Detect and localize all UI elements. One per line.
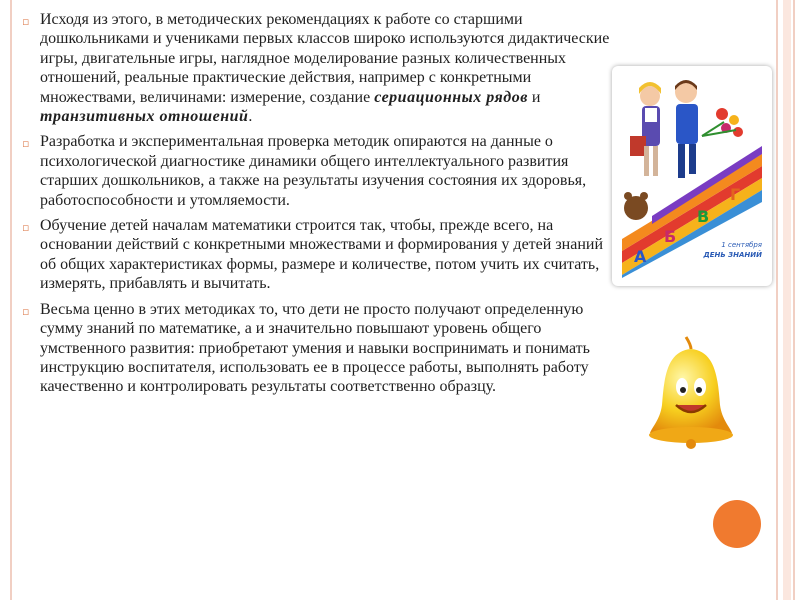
paragraph-1-connector: и <box>527 88 541 106</box>
paragraph-1-end: . <box>248 108 253 126</box>
caption-title: ДЕНЬ ЗНАНИЙ <box>703 251 762 259</box>
bell-icon <box>646 335 736 450</box>
right-border-band <box>783 0 791 600</box>
svg-text:А: А <box>634 247 647 266</box>
list-item <box>22 216 612 294</box>
card-caption <box>682 240 762 260</box>
decorative-dot <box>713 500 761 548</box>
paragraph-3: Обучение детей началам математики строится так, чтобы, прежде всего, на основании действий с конкретными множествами и формирования у детей знаний об общих характеристиках формы, размере и количестве, потом учить их считать, измерять, прибавлять и вычитать. <box>40 217 603 293</box>
square-bullet-icon: ▫ <box>22 137 30 151</box>
list-item <box>22 300 612 397</box>
caption-date: 1 сентября <box>721 241 762 249</box>
list-item <box>22 132 612 210</box>
text-content <box>22 10 612 403</box>
square-bullet-icon: ▫ <box>22 15 30 28</box>
right-border-line <box>776 0 778 600</box>
square-bullet-icon: ▫ <box>22 304 30 318</box>
paragraph-2: Разработка и экспериментальная проверка методик опираются на данные о психологической диагностике динамики общего интеллектуального развития старших дошкольников, а также на результаты изучения состояния их здоровья, работоспособности и утомляемости. <box>40 133 587 209</box>
school-children-illustration <box>612 66 772 286</box>
paragraph-1 <box>40 10 612 126</box>
list-item <box>22 10 612 126</box>
left-border-line <box>10 0 12 600</box>
paragraph-4: Весьма ценно в этих методиках то, что дети не просто получают определенную сумму знаний по математике, а и значительно повышают уровень общего умственного развития: приобретают умения и навыки воспринимать и понимать инструкцию воспитателя, использовать ее в процессе работы, выполнять работу качественно и контролировать результаты соответственно образцу. <box>40 300 590 396</box>
paragraph-1-text: Исходя из этого, в методических рекомендациях к работе со старшими дошкольниками и учениками первых классов широко используются дидактические игры, двигательные игры, наглядное моделирование разных количественных отношений, реальные практические действия, например с конкретными множествами, величинами: измерение, создание <box>40 11 610 106</box>
term-seriation: сериационных рядов <box>374 88 528 106</box>
svg-text:Г: Г <box>730 185 741 204</box>
svg-text:В: В <box>697 207 710 226</box>
svg-text:Б: Б <box>664 227 677 246</box>
term-transitive: транзитивных отношений <box>40 108 249 126</box>
square-bullet-icon: ▫ <box>22 221 30 235</box>
right-border-line-outer <box>793 0 795 600</box>
